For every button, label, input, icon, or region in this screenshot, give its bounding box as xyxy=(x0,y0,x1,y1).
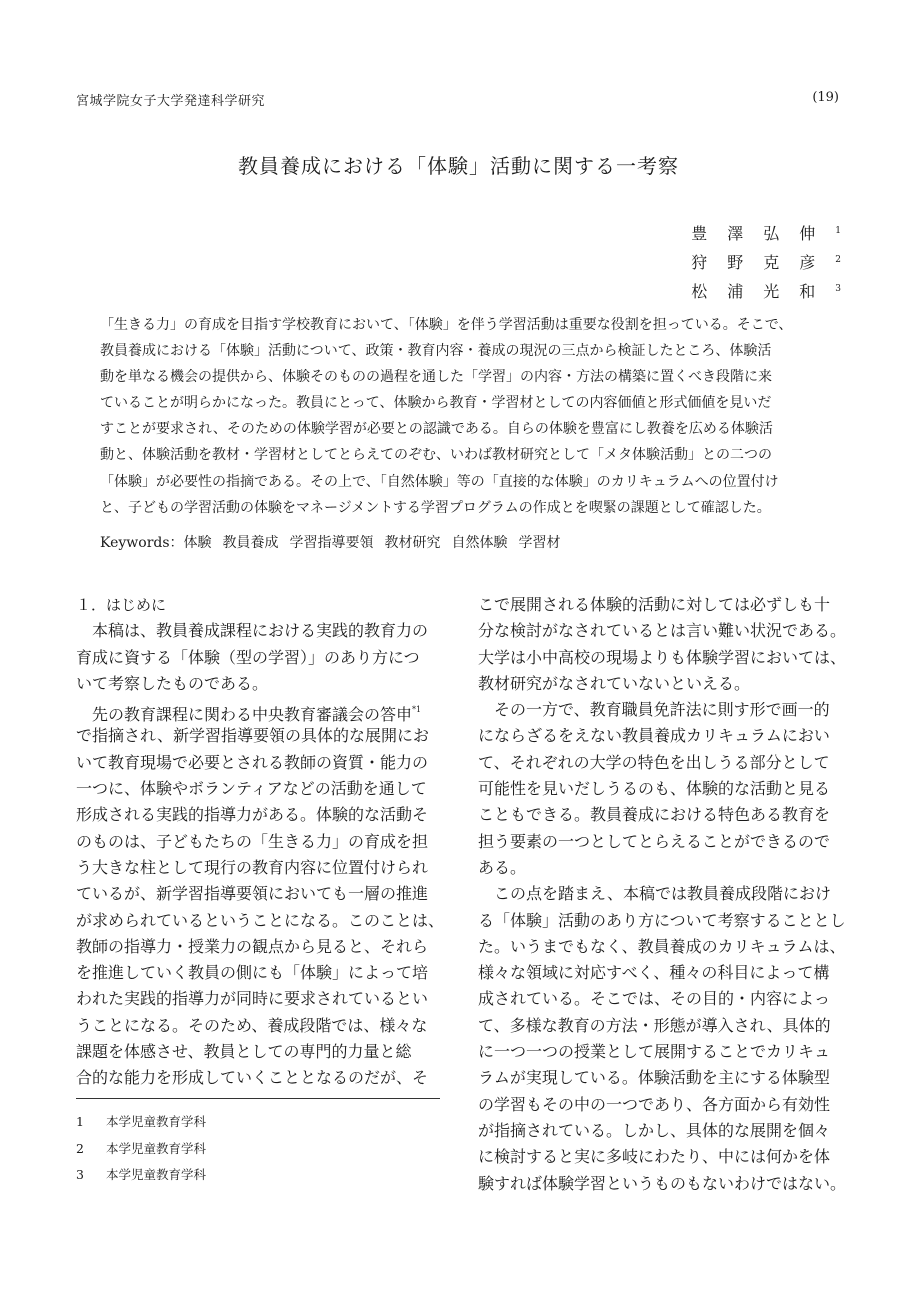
page-number: (19) xyxy=(812,90,839,105)
body-line: に検討すると実に多岐にわたり、中には何かを体 xyxy=(478,1147,831,1167)
abstract-line: ていることが明らかになった。教員にとって、体験から教育・学習材としての内容価値と形式価値を見いだ xyxy=(100,395,772,412)
body-line: のものは、子どもたちの「生きる力」の育成を担 xyxy=(76,831,429,851)
abstract-line: 動を単なる機会の提供から、体験そのものの過程を通した「学習」の内容・方法の構築に置くべき段階に来 xyxy=(100,369,772,386)
abstract-line: 教員養成における「体験」活動について、政策・教育内容・養成の現況の三点から検証したところ、体験活 xyxy=(100,343,772,360)
footnote-text: 本学児童教育学科 xyxy=(106,1114,207,1129)
body-column-right xyxy=(478,592,850,1197)
body-line: が求められているということになる。このことは、 xyxy=(76,910,445,930)
abstract-line: すことが要求され、そのための体験学習が必要との認識である。自らの体験を豊富にし教養を広める体験活 xyxy=(100,421,773,438)
body-line: 形成される実践的指導力がある。体験的な活動そ xyxy=(76,805,429,825)
keyword: 教材研究 xyxy=(384,535,441,551)
body-line: 可能性を見いだしうるのも、体験的な活動と見る xyxy=(478,779,831,799)
body-column-left xyxy=(76,592,446,1092)
body-line: 大学は小中高校の現場よりも体験学習においては、 xyxy=(478,647,847,667)
body-line: にならざるをえない教員養成カリキュラムにおい xyxy=(478,726,830,746)
author-2 xyxy=(691,247,841,276)
running-head-journal: 宮城学院女子大学発達科学研究 xyxy=(76,94,266,109)
author-name: 豊澤弘伸 xyxy=(691,224,836,243)
body-line: この点を踏まえ、本稿では教員養成段階におけ xyxy=(478,884,831,904)
body-line: て、それぞれの大学の特色を出しうる部分として xyxy=(478,752,830,772)
body-line: 課題を体感させ、教員としての専門的力量と総 xyxy=(76,1042,412,1062)
footnotes xyxy=(76,1109,206,1189)
body-line: に一つ一つの授業として展開することでカリキュ xyxy=(478,1042,831,1062)
body-line: ある。 xyxy=(478,857,527,877)
section-heading: １．はじめに xyxy=(76,596,167,614)
author-name: 狩野克彦 xyxy=(691,253,836,272)
abstract xyxy=(100,312,828,521)
author-3 xyxy=(691,276,841,305)
footnote-divider xyxy=(76,1098,440,1099)
body-line: 育成に資する「体験（型の学習）」のあり方につ xyxy=(76,647,420,667)
author-affiliation-mark: 2 xyxy=(835,255,841,265)
author-1 xyxy=(691,218,841,247)
keywords xyxy=(100,532,572,552)
body-line: う大きな柱として現行の教育内容に位置付けられ xyxy=(76,857,429,877)
body-line: 本稿は、教員養成課程における実践的教育力の xyxy=(76,621,429,641)
article-title: 教員養成における「体験」活動に関する一考察 xyxy=(238,154,679,178)
footnote-number: 1 xyxy=(76,1114,84,1129)
footnote-text: 本学児童教育学科 xyxy=(106,1167,207,1183)
body-line: ラムが実現している。体験活動を主にする体験型 xyxy=(478,1068,830,1088)
body-line: 一つに、体験やボランティアなどの活動を通して xyxy=(76,779,427,799)
keyword: 教員養成 xyxy=(222,535,279,551)
body-line: が指摘されている。しかし、具体的な展開を個々 xyxy=(478,1120,831,1140)
body-line: の学習もその中の一つであり、各方面から有効性 xyxy=(478,1094,831,1114)
body-line: 教師の指導力・授業力の観点から見ると、それら xyxy=(76,936,429,956)
footnote xyxy=(76,1136,206,1163)
keyword: 体験 xyxy=(183,535,212,551)
footnote-number: 3 xyxy=(76,1167,84,1183)
body-line: われた実践的指導力が同時に要求されているとい xyxy=(76,989,429,1009)
keyword: 学習指導要領 xyxy=(289,535,374,551)
keyword: 自然体験 xyxy=(451,535,508,551)
body-line: 様々な領域に対応すべく、種々の科目によって構 xyxy=(478,963,830,983)
author-list xyxy=(691,218,841,305)
body-line: こともできる。教員養成における特色ある教育を xyxy=(478,805,831,825)
footnote-number: 2 xyxy=(76,1140,84,1156)
body-line: 合的な能力を形成していくこととなるのだが、そ xyxy=(76,1068,429,1088)
footnote-text: 本学児童教育学科 xyxy=(106,1140,207,1156)
body-line: うことになる。そのため、養成段階では、様々な xyxy=(76,1015,428,1035)
body-line: ているが、新学習指導要領においても一層の推進 xyxy=(76,884,429,904)
body-line: 分な検討がなされているとは言い難い状況である。 xyxy=(478,621,847,641)
author-affiliation-mark: 1 xyxy=(835,226,841,236)
abstract-line: と、子どもの学習活動の体験をマネージメントする学習プログラムの作成とを喫緊の課題として確認した。 xyxy=(100,499,771,516)
body-line: る「体験」活動のあり方について考察することとし xyxy=(478,910,846,930)
author-name: 松浦光和 xyxy=(691,282,836,301)
footnote xyxy=(76,1162,206,1189)
body-line: いて考察したものである。 xyxy=(76,673,269,693)
keywords-label: Keywords： xyxy=(100,535,184,551)
body-line: た。いうまでもなく、教員養成のカリキュラムは、 xyxy=(478,936,846,956)
body-line: 担う要素の一つとしてとらえることができるので xyxy=(478,831,831,851)
body-line: その一方で、教育職員免許法に則す形で画一的 xyxy=(478,700,830,720)
body-line: で指摘され、新学習指導要領の具体的な展開にお xyxy=(76,726,429,746)
body-line: 教材研究がなされていないといえる。 xyxy=(478,673,751,693)
body-line: を推進していく教員の側にも「体験」によって培 xyxy=(76,963,429,983)
keyword: 学習材 xyxy=(518,535,561,551)
body-line-text: 先の教育課程に関わる中央教育審議会の答申 xyxy=(76,705,413,725)
abstract-line: 「体験」が必要性の指摘である。その上で、「自然体験」等の「直接的な体験」のカリキュラムへの位置付け xyxy=(100,473,779,490)
footnote xyxy=(76,1109,206,1136)
body-line: 験すれば体験学習というものもないわけではない。 xyxy=(478,1173,847,1193)
body-line xyxy=(76,697,446,723)
abstract-line: 「生きる力」の育成を目指す学校教育において、「体験」を伴う学習活動は重要な役割を担っている。そこで、 xyxy=(100,317,793,333)
body-line: いて教育現場で必要とされる教師の資質・能力の xyxy=(76,752,429,772)
body-line: て、多様な教育の方法・形態が導入され、具体的 xyxy=(478,1015,831,1035)
body-line: こで展開される体験的活動に対しては必ずしも十 xyxy=(478,595,831,614)
footnote-reference: *1 xyxy=(412,705,422,715)
body-line: 成されている。そこでは、その目的・内容によっ xyxy=(478,989,831,1009)
author-affiliation-mark: 3 xyxy=(835,284,841,294)
abstract-line: 動と、体験活動を教材・学習材としてとらえてのぞむ、いわば教材研究として「メタ体験活動」との二つの xyxy=(100,447,772,464)
